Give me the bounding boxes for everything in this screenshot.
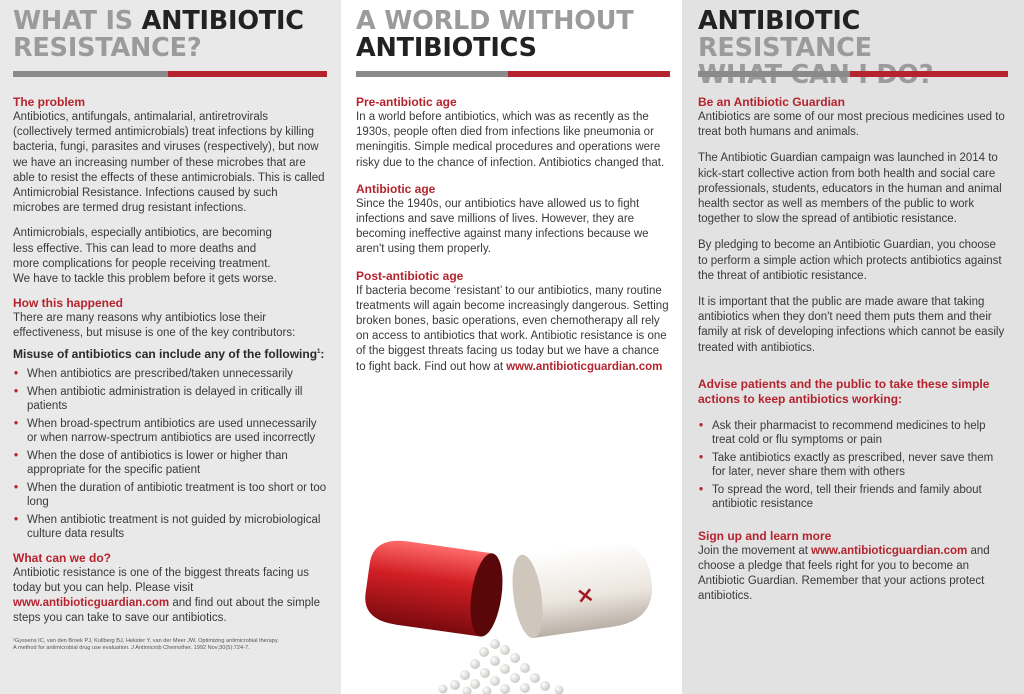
guardian-text-4: It is important that the public are made aware that taking antibiotics when they don't need them puts them and their family at risk of developing infections which cannot be easily treated with antibiotics. [698, 296, 1005, 354]
advise-heading: Advise patients and the public to take these simple actions to keep antibiotics working: [698, 376, 990, 406]
panel-what-can-i-do [682, 0, 1024, 694]
title-divider [698, 71, 1008, 77]
guardian-text-1: Antibiotics are some of our most precious medicines used to treat both humans and animals. [698, 111, 1005, 139]
spilled-beads [439, 639, 564, 694]
list-item: • To spread the word, tell their friends and family about antibiotic resistance [698, 483, 1008, 511]
x-mark-icon: × [574, 582, 597, 610]
what-text: Antibiotic resistance is one of the biggest threats facing us today but you can help. Please visit www.antibioticguardian.com and find out about the simple steps you can take to save our antibiotics. [13, 566, 321, 625]
how-heading: How this happened [13, 296, 124, 311]
title-divider [13, 71, 327, 77]
panel2-title: A WORLD WITHOUT ANTIBIOTICS [356, 6, 634, 63]
pre-antibiotic-text: In a world before antibiotics, which was as recently as the 1930s, people often died from infections like pneumonia or meningitis. Simple medical procedures and operations were risky due to the chance of infection. Antibiotics changed that. [356, 111, 665, 169]
antibiotic-age-heading: Antibiotic age [356, 181, 436, 196]
list-item: • When antibiotics are prescribed/taken unnecessarily [13, 367, 327, 381]
panel-what-is-resistance [0, 0, 341, 694]
antibiotic-guardian-link[interactable]: www.antibioticguardian.com [13, 597, 170, 610]
problem-text: Antibiotics, antifungals, antimalarial, antiretrovirals (collectively termed antimicrobials) treat infections by killing bacteria, fungi, parasites and viruses (respectively), but now we have an increasing number of these microbes that are able to resist the effects of these antimicrobials. This is called Antimicrobial Resistance. Infections caused by such microbes are termed drug resistant infections. [13, 111, 325, 215]
antibiotic-guardian-link[interactable]: www.antibioticguardian.com [506, 360, 663, 373]
what-heading: What can we do? [13, 550, 112, 565]
pre-antibiotic-heading: Pre-antibiotic age [356, 95, 457, 109]
broken-capsule-illustration [347, 518, 677, 694]
advise-list [698, 419, 1008, 511]
signup-heading: Sign up and learn more [698, 528, 832, 543]
signup-text: Join the movement at www.antibioticguardian.com and choose a pledge that feels right for you to become an Antibiotic Guardian. Remember that your actions protect antibiotics. [698, 544, 990, 603]
guardian-text-2: The Antibiotic Guardian campaign was launched in 2014 to kick-start collective action from both health and social care professionals, students, educators in the human and animal health sector as well as members of the public to work together to slow the spread of antibiotic resistance. [698, 152, 1002, 226]
panel-world-without-antibiotics [341, 0, 682, 694]
guardian-heading: Be an Antibiotic Guardian [698, 95, 845, 109]
panel1-title: WHAT IS ANTIBIOTIC RESISTANCE? [13, 6, 304, 63]
guardian-text-3: By pledging to become an Antibiotic Guardian, you choose to perform a simple action which protects antibiotics against the threat of antibiotic resistance. [698, 239, 1002, 282]
antibiotic-guardian-link[interactable]: www.antibioticguardian.com [811, 544, 968, 557]
problem-heading: The problem [13, 95, 86, 109]
list-item: • Take antibiotics exactly as prescribed, never save them for later, never share them with others [698, 451, 1008, 479]
list-item: • When the duration of antibiotic treatment is too short or too long [13, 481, 327, 509]
reference: ¹Gyssens IC, van den Broek PJ, Kullberg BJ, Hekster Y, van der Meer JW. Optimizing antimicrobial therapy. A method for antimicrobial drug use evaluation. J Antimicrob Chemother. 1992 Nov;30(5):724-7. [13, 638, 279, 652]
list-item: • Ask their pharmacist to recommend medicines to help treat cold or flu symptoms or pain [698, 419, 1008, 447]
list-item: • When the dose of antibiotics is lower or higher than appropriate for the specific patient [13, 449, 327, 477]
how-text: There are many reasons why antibiotics lose their effectiveness, but misuse is one of the key contributors: [13, 312, 296, 340]
misuse-heading: Misuse of antibiotics can include any of the following$^1$: [13, 346, 325, 361]
post-antibiotic-heading: Post-antibiotic age [356, 268, 464, 283]
list-item: • When broad-spectrum antibiotics are used unnecessarily or when narrow-spectrum antibiotics are used incorrectly [13, 417, 327, 445]
antibiotic-age-text: Since the 1940s, our antibiotics have allowed us to fight infections and save millions of lives. However, they are becoming ineffective against many infections because we aren't using them properly. [356, 197, 649, 256]
post-antibiotic-text: If bacteria become ‘resistant’ to our antibiotics, many routine treatments will again become increasingly dangerous. Setting broken bones, basic operations, even chemotherapy all rely on access to antibiotics that work. Antibiotic resistance is one of the biggest threats facing us today but we have a chance to fight back. Find out how at www.antibioticguardian.com [356, 284, 669, 373]
title-divider [356, 71, 670, 77]
list-item: • When antibiotic administration is delayed in critically ill patients [13, 385, 327, 413]
misuse-list [13, 367, 327, 541]
list-item: • When antibiotic treatment is not guided by microbiological culture data results [13, 513, 327, 541]
problem-text-2: Antimicrobials, especially antibiotics, are becoming less effective. This can lead to more deaths and more complications for people receiving treatment. We have to tackle this problem before it gets worse. [13, 227, 277, 286]
panel3-title: ANTIBIOTIC RESISTANCE [698, 6, 872, 63]
